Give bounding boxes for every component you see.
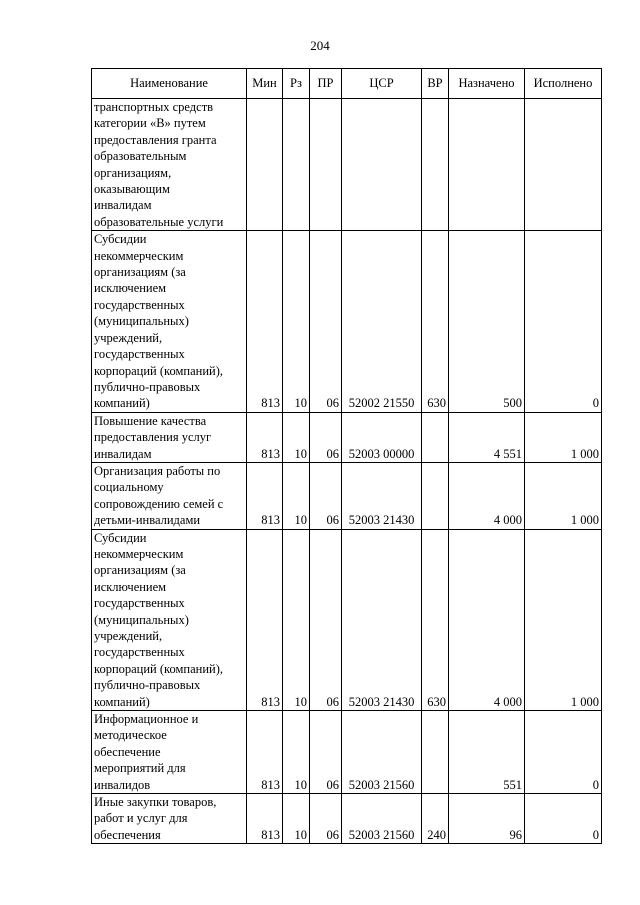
cell-vr <box>422 99 449 231</box>
name-line: образовательным <box>94 149 187 164</box>
cell-vr <box>422 412 449 462</box>
cell-name <box>92 529 247 710</box>
page-number: 204 <box>310 38 330 53</box>
header-min: Мин <box>247 69 283 99</box>
name-line: мероприятий для <box>94 761 186 776</box>
cell-min: 813 <box>247 231 283 412</box>
cell-vr: 240 <box>422 794 449 844</box>
name-line: образовательные услуги <box>94 214 224 229</box>
name-line: учреждений, <box>94 330 163 345</box>
name-line: учреждений, <box>94 629 163 643</box>
name-line: работ и услуг для <box>94 811 188 826</box>
cell-name <box>92 794 247 844</box>
header-name: Наименование <box>92 69 247 99</box>
cell-assigned: 551 <box>449 711 525 794</box>
cell-vr: 630 <box>422 529 449 710</box>
name-line: обеспечения <box>94 827 161 842</box>
cell-executed <box>525 99 602 231</box>
name-line: сопровождению семей с <box>94 496 224 511</box>
name-line: Информационное и <box>94 712 199 727</box>
header-assigned: Назначено <box>449 69 525 99</box>
name-line: обеспечение <box>94 744 161 759</box>
table-body <box>92 99 602 844</box>
cell-rz: 10 <box>283 412 310 462</box>
name-line: инвалидов <box>94 777 151 792</box>
header-rz: Рз <box>283 69 310 99</box>
cell-name <box>92 462 247 529</box>
cell-executed: 1 000 <box>525 412 602 462</box>
name-line: компаний) <box>94 396 150 411</box>
cell-executed: 0 <box>525 231 602 412</box>
name-line: оказывающим <box>94 182 170 197</box>
cell-pr: 06 <box>310 412 342 462</box>
name-line: организациям (за <box>94 265 186 280</box>
cell-csr: 52003 21430 <box>342 462 422 529</box>
name-line: детьми-инвалидами <box>94 513 201 528</box>
cell-csr: 52002 21550 <box>342 231 422 412</box>
cell-rz: 10 <box>283 462 310 529</box>
name-line: компаний) <box>94 694 150 709</box>
name-line: государственных <box>94 297 185 312</box>
cell-assigned <box>449 99 525 231</box>
name-line: (муниципальных) <box>94 612 189 627</box>
cell-rz <box>283 99 310 231</box>
cell-assigned: 4 000 <box>449 529 525 710</box>
name-line: государственных <box>94 347 185 362</box>
name-line: исключением <box>94 281 167 296</box>
cell-csr <box>342 99 422 231</box>
cell-pr: 06 <box>310 231 342 412</box>
name-line: (муниципальных) <box>94 314 189 329</box>
cell-name <box>92 99 247 231</box>
name-line: корпораций (компаний), <box>94 363 223 378</box>
name-line: корпораций (компаний), <box>94 661 223 676</box>
cell-assigned: 4 551 <box>449 412 525 462</box>
table-row <box>92 794 602 844</box>
name-line: публично-правовых <box>94 379 201 394</box>
cell-min: 813 <box>247 529 283 710</box>
table-row <box>92 412 602 462</box>
name-line: Субсидии <box>94 232 147 247</box>
table-row <box>92 529 602 710</box>
cell-pr: 06 <box>310 794 342 844</box>
cell-min: 813 <box>247 794 283 844</box>
name-line: исключением <box>94 579 167 594</box>
name-line: инвалидам <box>94 198 152 213</box>
name-line: Иные закупки товаров, <box>94 795 217 810</box>
cell-executed: 1 000 <box>525 529 602 710</box>
cell-assigned: 500 <box>449 231 525 412</box>
cell-pr <box>310 99 342 231</box>
header-vr: ВР <box>422 69 449 99</box>
cell-csr: 52003 21560 <box>342 711 422 794</box>
table-row <box>92 231 602 412</box>
cell-min <box>247 99 283 231</box>
name-line: Субсидии <box>94 530 147 545</box>
cell-executed: 1 000 <box>525 462 602 529</box>
header-csr: ЦСР <box>342 69 422 99</box>
cell-csr: 52003 21430 <box>342 529 422 710</box>
name-line: инвалидам <box>94 446 152 461</box>
cell-assigned: 96 <box>449 794 525 844</box>
name-line: государственных <box>94 596 185 611</box>
header-executed: Исполнено <box>525 69 602 99</box>
cell-pr: 06 <box>310 711 342 794</box>
name-line: публично-правовых <box>94 678 201 693</box>
cell-pr: 06 <box>310 462 342 529</box>
name-line: Организация работы по <box>94 463 221 478</box>
name-line: транспортных средств <box>94 100 214 114</box>
cell-min: 813 <box>247 711 283 794</box>
name-line: некоммерческим <box>94 248 184 263</box>
name-line: предоставления услуг <box>94 430 212 445</box>
table-header <box>92 69 602 99</box>
name-line: организациям (за <box>94 563 186 578</box>
cell-name <box>92 412 247 462</box>
cell-name <box>92 231 247 412</box>
cell-executed: 0 <box>525 794 602 844</box>
name-line: государственных <box>94 645 185 660</box>
cell-vr: 630 <box>422 231 449 412</box>
cell-rz: 10 <box>283 711 310 794</box>
cell-csr: 52003 21560 <box>342 794 422 844</box>
table-row <box>92 462 602 529</box>
cell-assigned: 4 000 <box>449 462 525 529</box>
cell-min: 813 <box>247 462 283 529</box>
header-row <box>92 69 602 99</box>
name-line: категории «В» путем <box>94 116 206 131</box>
cell-rz: 10 <box>283 231 310 412</box>
name-line: социальному <box>94 480 164 495</box>
cell-vr <box>422 462 449 529</box>
cell-vr <box>422 711 449 794</box>
name-line: Повышение качества <box>94 413 207 428</box>
cell-rz: 10 <box>283 794 310 844</box>
table-row <box>92 711 602 794</box>
cell-min: 813 <box>247 412 283 462</box>
name-line: методическое <box>94 728 167 743</box>
budget-table <box>91 68 602 844</box>
cell-name <box>92 711 247 794</box>
cell-csr: 52003 00000 <box>342 412 422 462</box>
name-line: организациям, <box>94 165 172 180</box>
header-pr: ПР <box>310 69 342 99</box>
table-row <box>92 99 602 231</box>
name-line: некоммерческим <box>94 546 184 561</box>
cell-executed: 0 <box>525 711 602 794</box>
cell-rz: 10 <box>283 529 310 710</box>
name-line: предоставления гранта <box>94 132 217 147</box>
cell-pr: 06 <box>310 529 342 710</box>
